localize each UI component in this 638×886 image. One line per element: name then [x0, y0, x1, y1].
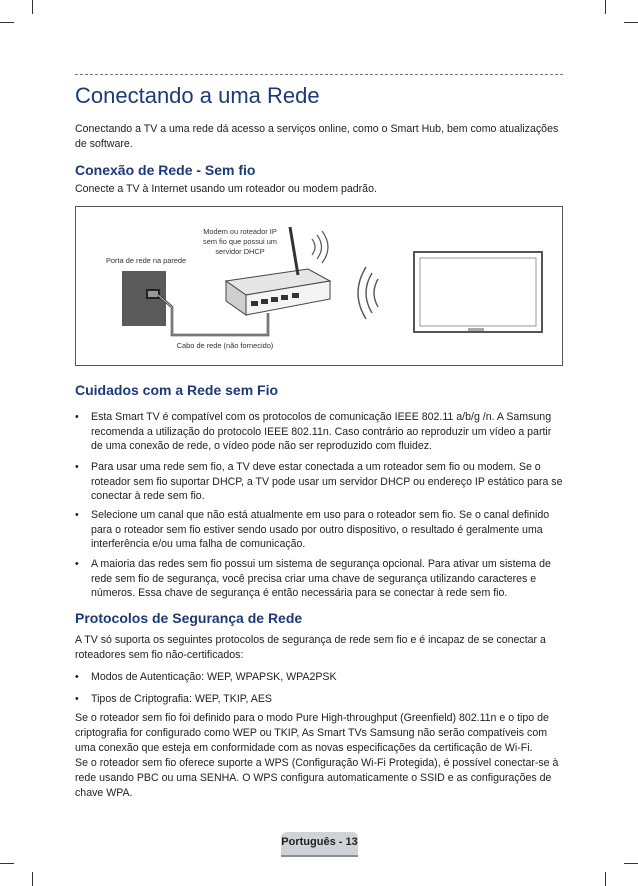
list-item: • Modos de Autenticação: WEP, WPAPSK, WPA2PSK	[75, 670, 563, 685]
list-item-text: Para usar uma rede sem fio, a TV deve estar conectada a um roteador sem fio ou modem. Se o roteador sem fio suportar DHCP, a TV pode usar um servidor DHCP ou endereço IP estático para se conectar à rede sem fio.	[91, 461, 563, 502]
tv-icon	[414, 252, 542, 332]
tv-signal-icon	[358, 267, 378, 319]
list-item-text: Tipos de Criptografia: WEP, TKIP, AES	[91, 693, 272, 705]
page-number: Português - 13	[281, 836, 358, 848]
crop-mark	[605, 872, 606, 886]
crop-mark	[624, 863, 638, 864]
list-item-text: A maioria das redes sem fio possui um sistema de segurança opcional. Para ativar um sistema de rede sem fio de segurança, você precisa criar uma chave de segurança utilizando caracteres e números. Essa chave de segurança é então necessária para se conectar à rede sem fio.	[91, 558, 551, 599]
router-label: Modem ou roteador IP sem fio que possui um servidor DHCP	[203, 227, 277, 256]
wall-port-label: Porta de rede na parede	[106, 256, 187, 265]
wps-paragraph: Se o roteador sem fio oferece suporte a WPS (Configuração Wi-Fi Protegida), é possível conectar-se à rede usando PBC ou uma SENHA. O WPS configura automaticamente o SSID e as configurações de chave WPA.	[75, 757, 559, 799]
section-heading-wireless-cautions: Cuidados com a Rede sem Fio	[75, 382, 279, 398]
list-item: • Esta Smart TV é compatível com os protocolos de comunicação IEEE 802.11 a/b/g /n. A Samsung recomenda a utilização do protocolo IEEE 802.11n. Caso contrário ao reproduzir um vídeo a partir de uma conexão de rede, o vídeo pode não ser reproduzido com fluidez.	[75, 410, 563, 454]
crop-mark	[32, 0, 33, 14]
section-heading-wireless-connection: Conexão de Rede - Sem fio	[75, 162, 256, 178]
crop-mark	[32, 872, 33, 886]
list-item-text: Modos de Autenticação: WEP, WPAPSK, WPA2PSK	[91, 671, 337, 683]
crop-mark	[0, 22, 14, 23]
crop-mark	[605, 0, 606, 14]
crop-mark	[0, 863, 14, 864]
page-number-rule	[281, 855, 358, 857]
intro-paragraph: Conectando a TV a uma rede dá acesso a serviços online, como o Smart Hub, bem como atualizações de software.	[75, 123, 559, 150]
cable-label: Cabo de rede (não fornecido)	[176, 341, 274, 350]
list-item: • Selecione um canal que não está atualmente em uso para o roteador sem fio. Se o canal definido para o roteador sem fio estiver sendo usado por outro dispositivo, o resultado é geralmente uma interferência e/ou uma falha de comunicação.	[75, 508, 563, 552]
list-item: • A maioria das redes sem fio possui um sistema de segurança opcional. Para ativar um sistema de rede sem fio de segurança, você precisa criar uma chave de segurança utilizando caracteres e números. Essa chave de segurança é então necessária para se conectar à rede sem fio.	[75, 557, 563, 601]
wireless-connection-text: Conecte a TV à Internet usando um roteador ou modem padrão.	[75, 183, 377, 195]
network-diagram	[75, 206, 563, 366]
crop-mark	[624, 22, 638, 23]
title-divider	[75, 74, 563, 75]
list-item-text: Esta Smart TV é compatível com os protocolos de comunicação IEEE 802.11 a/b/g /n. A Samsung recomenda a utilização do protocolo IEEE 802.11n. Caso contrário ao reproduzir um vídeo a partir de uma conexão de rede, o vídeo pode não ser reproduzido com fluidez.	[91, 411, 552, 452]
list-item-text: Selecione um canal que não está atualmente em uso para o roteador sem fio. Se o canal definido para o roteador sem fio estiver sendo usado por outro dispositivo, o resultado é geralmente uma interferência e/ou uma falha de comunicação.	[91, 509, 550, 550]
security-intro-text: A TV só suporta os seguintes protocolos de segurança de rede sem fio e é incapaz de se conectar a roteadores sem fio não-certificados:	[75, 634, 546, 661]
list-item: • Tipos de Criptografia: WEP, TKIP, AES	[75, 692, 563, 707]
section-heading-security-protocols: Protocolos de Segurança de Rede	[75, 610, 303, 626]
network-diagram-illustration	[76, 207, 562, 365]
page-title: Conectando a uma Rede	[75, 83, 320, 108]
greenfield-paragraph: Se o roteador sem fio foi definido para o modo Pure High-throughput (Greenfield) 802.11n e o tipo de criptografia for configurado como WEP ou TKIP, As Smart TVs Samsung não serão compatíveis com uma conexão que esteja em conformidade com as novas especificações da certificação de Wi-Fi.	[75, 712, 549, 754]
list-item: • Para usar uma rede sem fio, a TV deve estar conectada a um roteador sem fio ou modem. Se o roteador sem fio suportar DHCP, a TV pode usar um servidor DHCP ou endereço IP estático para se conectar à rede sem fio.	[75, 461, 563, 502]
router-signal-icon	[312, 231, 328, 263]
